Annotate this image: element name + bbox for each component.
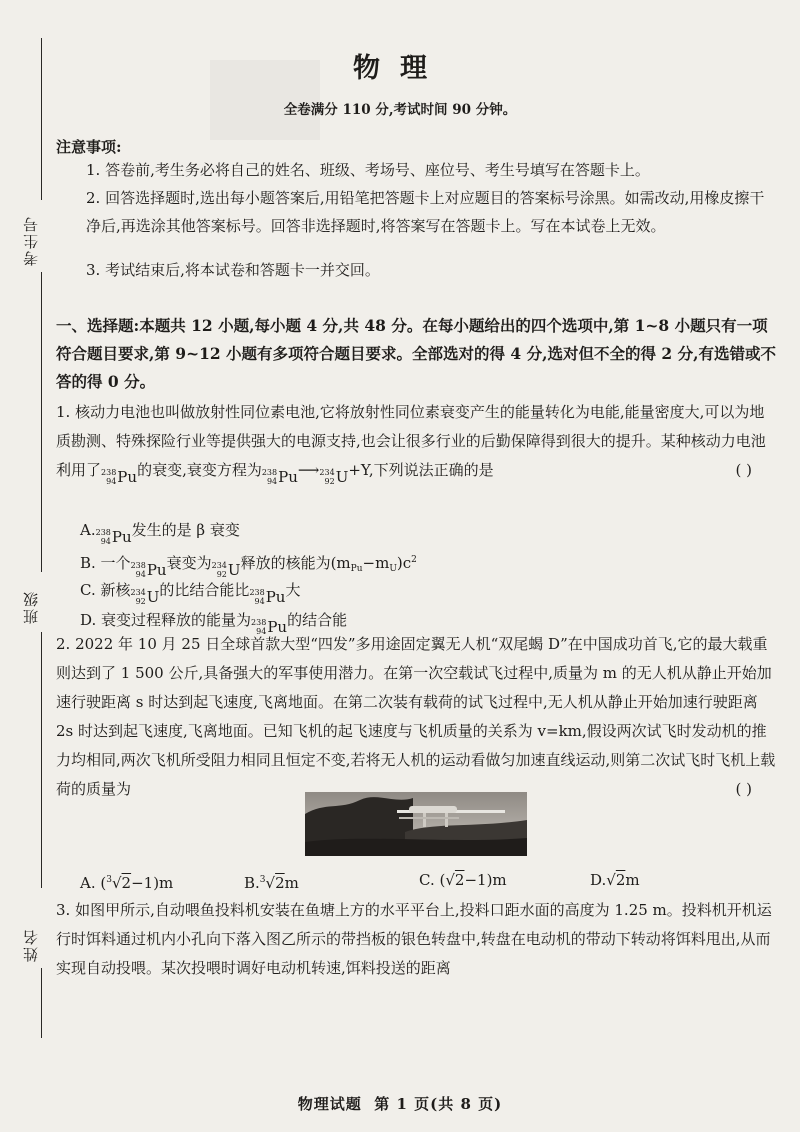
footer-label: 物理试题 bbox=[297, 1095, 362, 1113]
name-label: 姓名 bbox=[22, 928, 40, 962]
question-2-stem: 2. 2022 年 10 月 25 日全球首款大型“四发”多用途固定翼无人机“双尾蝎 D”在中国成功首飞,它的最大载重则达到了 1 500 公斤,具备强大的军事使用潜力。在第一次空载试飞过程中,质量为 m 的无人机从静止开始加速行驶距离 s 时达到起飞速度,飞离地面。在第二次装有载荷的试飞过程中,无人机从静止开始加速行驶距离 2s 时达到起飞速度,飞离地面。已知飞机的起飞速度与飞机质量的关系为 v=km,假设两次试飞时发动机的推力均相同,两次飞机所受阻力相同且恒定不变,若将无人机的运动看做匀加速直线运动,则第二次试飞时飞机上载荷的质量为 ( ) bbox=[56, 630, 776, 804]
nuclide-u: 234 92 U bbox=[319, 467, 349, 486]
notice-item: 2. 回答选择题时,选出每小题答案后,用铅笔把答题卡上对应题目的答案标号涂黑。如需改动,用橡皮擦干净后,再选涂其他答案标号。回答非选择题时,将答案写在答题卡上。写在本试卷上无效。 bbox=[86, 189, 765, 235]
drone-illustration bbox=[305, 792, 527, 856]
page-number: 第 1 页(共 8 页) bbox=[374, 1095, 503, 1113]
notice-heading: 注意事项: bbox=[56, 138, 122, 156]
question-3-stem: 3. 如图甲所示,自动喂鱼投料机安装在鱼塘上方的水平平台上,投料口距水面的高度为 1.25 m。投料机开机运行时饵料通过机内小孔向下落入图乙所示的带挡板的银色转盘中,转盘在电动机的带动下转动将饵料甩出,从而实现自动投喂。某次投喂时调好电动机转速,饵料投送的距离 bbox=[56, 901, 772, 977]
notice-item: 3. 考试结束后,将本试卷和答题卡一并交回。 bbox=[86, 261, 380, 279]
nuclide-pu: 238 94 Pu bbox=[101, 467, 138, 486]
answer-bracket: ( ) bbox=[735, 780, 752, 798]
binding-line bbox=[41, 272, 42, 572]
binding-line bbox=[41, 632, 42, 888]
drone-photo bbox=[305, 792, 527, 856]
q1-option-d: D. 衰变过程释放的能量为 238 94 Pu 的结合能 bbox=[80, 611, 348, 636]
notice-item: 1. 答卷前,考生务必将自己的姓名、班级、考场号、座位号、考生号填写在答题卡上。 bbox=[86, 161, 650, 179]
page-footer bbox=[0, 1093, 800, 1114]
q1-option-c: C. 新核 234 92 U 的比结合能比 238 94 Pu 大 bbox=[80, 581, 301, 606]
class-label: 班级 bbox=[22, 590, 40, 624]
q1-option-b: B. 一个 238 94 Pu 衰变为 234 92 U 释放的核能为$(m_{Pu}-m_U)c^2$ bbox=[80, 554, 417, 579]
q2-option-a: A. ($^3$√2−1)m bbox=[80, 874, 174, 892]
q1-option-a: A. 238 94 Pu 发生的是 β 衰变 bbox=[80, 521, 240, 546]
reaction-arrow: ⟶ bbox=[297, 461, 320, 479]
question-1-stem: 1. 核动力电池也叫做放射性同位素电池,它将放射性同位素衰变产生的能量转化为电能,能量密度大,可以为地质勘测、特殊探险行业等提供强大的电源支持,也会让很多行业的后勤保障得到很大的提升。某种核动力电池利用了 238 94 Pu 的衰变,衰变方程为 238 94 Pu ⟶ 234 92 U +Y,下列说法正确的是 ( ) bbox=[56, 398, 776, 492]
q2-option-b: B.$^3$√2m bbox=[244, 874, 299, 892]
q2-option-d: D.√2m bbox=[590, 871, 640, 889]
answer-bracket: ( ) bbox=[735, 461, 752, 479]
section-heading: 一、选择题:本题共 12 小题,每小题 4 分,共 48 分。在每小题给出的四个选项中,第 1~8 小题只有一项符合题目要求,第 9~12 小题有多项符合题目要求。全部选对的得 4 分,选对但不全的得 2 分,有选错或不答的得 0 分。 bbox=[56, 316, 776, 391]
q2-option-c: C. (√2−1)m bbox=[419, 871, 507, 889]
binding-line bbox=[41, 968, 42, 1038]
exam-id-label: 考生号 bbox=[22, 215, 40, 266]
nuclide-pu: 238 94 Pu bbox=[261, 467, 298, 486]
exam-info: 全卷满分 110 分,考试时间 90 分钟。 bbox=[283, 102, 517, 118]
page-title: 物理 bbox=[353, 53, 447, 84]
